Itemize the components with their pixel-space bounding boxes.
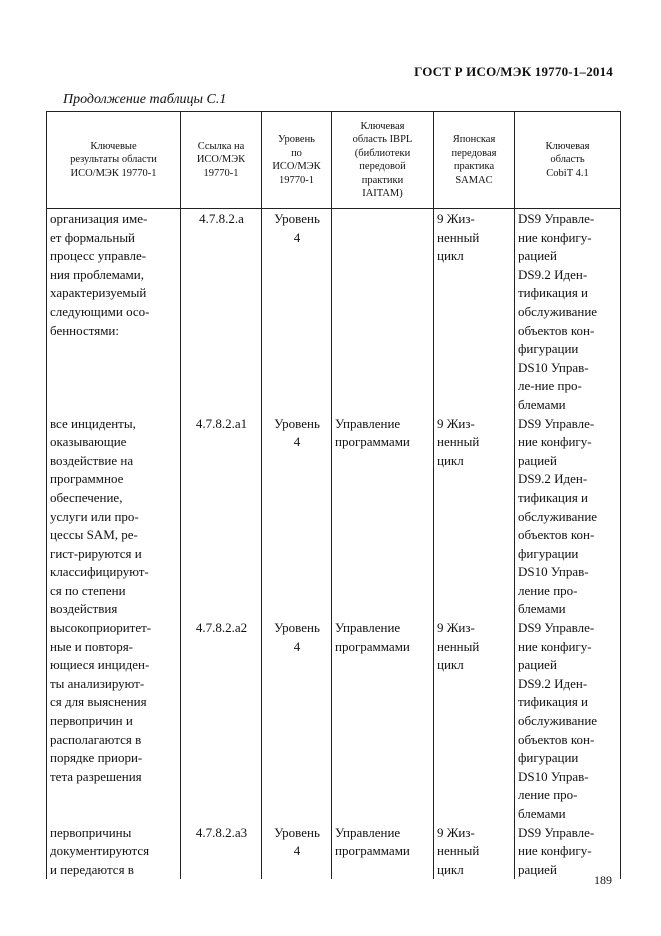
column-header-iaitam [332,112,434,209]
cell-line: ненный [437,434,480,450]
cell-line: рацией [518,657,557,673]
cell-line: программами [335,434,410,450]
cell-line: ющиеся инциден- [50,657,150,673]
cell-line: 9 Жиз- [437,415,475,431]
cell-line: ние конфигу- [518,843,592,859]
cell-line: тификация и [518,694,589,710]
cell-line: Уровень [278,134,315,145]
cell-line: 4.7.8.2.a2 [195,620,248,636]
cell-line: фигурации [518,341,579,357]
cell-line: рацией [518,452,557,468]
cell-line [50,396,178,415]
cell-line: тификация и [518,489,589,505]
cell-line: SAMAC [455,174,493,186]
cell-line: высокоприоритет- [50,620,152,636]
page-number: 189 [594,873,612,887]
cell-line: обслуживание [518,713,598,729]
cell-line: DS9 Управле- [518,824,595,840]
cell-line: цикл [437,657,464,673]
cell-line: передовая [451,147,497,159]
table-row [47,209,621,415]
cell-line: все инциденты, [50,415,136,431]
cell-iaitam [332,824,434,880]
cell-line: следующими осо- [50,303,150,319]
cell-line [50,786,178,805]
cell-line: располагаются в [50,731,142,747]
cell-line: 9 Жиз- [437,620,475,636]
cell-line: ненный [437,229,480,245]
cell-line: область [550,154,585,166]
cell-line: Японская [452,134,496,145]
cell-line: 9 Жиз- [437,211,475,226]
cell-reference [181,415,262,620]
table-body [47,209,621,880]
cell-line: цикл [437,861,464,877]
cell-iaitam [332,209,434,415]
cell-line: ся по степени [50,582,126,598]
cell-line: воздействие на [50,452,134,468]
cell-line: первопричины [50,824,132,840]
cell-level [262,209,332,415]
column-header-cobit [515,112,621,209]
cell-line: DS9.2 Иден- [518,471,588,487]
cell-line: документируются [50,843,150,859]
cell-line: 19770-1 [203,167,239,179]
cell-line: Ссылка на [197,140,245,152]
cell-line: ние конфигу- [518,638,592,654]
cell-cobit [515,415,621,620]
column-header-reference [181,112,262,209]
cell-line: ние конфигу- [518,229,592,245]
cell-line: блемами [518,806,566,821]
cell-line: Ключевая [545,140,590,152]
cell-line: организация име- [50,211,148,226]
cell-line: ты анализируют- [50,675,145,691]
cell-line: ние конфигу- [518,434,592,450]
cell-line: гист-рируются и [50,545,142,561]
cell-samac [434,824,515,880]
column-header-results [47,112,181,209]
cell-iaitam [332,619,434,824]
cell-line: по [291,147,302,159]
document-header: ГОСТ Р ИСО/МЭК 19770-1–2014 [414,64,613,79]
cell-line: характеризуемый [50,285,147,301]
cell-line: Управление [335,824,401,840]
cell-line: объектов кон- [518,322,595,338]
cell-line: объектов кон- [518,731,595,747]
cell-iaitam [332,415,434,620]
cell-line: 19770-1 [279,174,314,186]
cell-line: ле-ние про- [518,378,582,394]
cell-line: (библиотеки [354,147,411,159]
cell-line: цессы SAM, ре- [50,527,138,543]
cell-line: блемами [518,601,566,617]
cell-line: ненный [437,843,480,859]
cell-line: DS9 Управле- [518,211,595,226]
cell-line: Уровень [274,620,320,636]
cell-line: программами [335,843,410,859]
cell-line: Ключевые [90,140,137,152]
cell-reference [181,824,262,880]
cell-line: результаты области [70,154,157,166]
cell-line: 4.7.8.2.a3 [195,824,248,840]
cell-line: ния проблемами, [50,266,144,282]
cell-line: обеспечение, [50,489,123,505]
cell-line: DS9.2 Иден- [518,675,588,691]
cell-cobit [515,619,621,824]
cell-line: блемами [518,396,566,412]
cell-line: и передаются в [50,861,134,877]
mapping-table [46,111,621,879]
cell-line: Уровень [274,211,320,226]
cell-result [47,415,181,620]
cell-line: воздействия [50,601,118,617]
cell-line: рацией [518,861,557,877]
cell-line: ИСО/МЭК 19770-1 [70,167,157,179]
cell-line: тета разрешения [50,768,142,784]
cell-line: цикл [437,452,464,468]
cell-line: фигурации [518,750,579,766]
column-header-samac [434,112,515,209]
cell-result [47,824,181,880]
cell-cobit [515,209,621,415]
cell-line: Уровень [274,824,320,840]
cell-line: 4.7.8.2.a [199,211,244,226]
cell-samac [434,209,515,415]
cell-line: DS9.2 Иден- [518,266,588,282]
table-row [47,824,621,880]
cell-line: ся для выяснения [50,694,147,710]
cell-line: Управление [335,415,401,431]
cell-line: практики [361,174,404,186]
cell-line: услуги или про- [50,508,139,524]
cell-line: 4 [293,434,301,450]
cell-line: 4 [293,638,301,654]
cell-line: Уровень [274,415,320,431]
cell-line: область IBPL [352,134,413,145]
cell-line: обслуживание [518,508,598,524]
cell-line: рацией [518,248,557,264]
cell-line: цикл [437,248,464,264]
cell-line: объектов кон- [518,527,595,543]
cell-line: DS10 Управ- [518,564,589,580]
cell-line: классифицируют- [50,564,149,580]
cell-level [262,619,332,824]
cell-line: передовой [359,161,406,172]
cell-line: ненный [437,638,480,654]
cell-line: 4 [293,843,301,859]
table-row [47,619,621,824]
table-continuation-caption: Продолжение таблицы С.1 [63,92,227,107]
cell-line: DS9 Управле- [518,415,595,431]
cell-line: ИСО/МЭК [196,154,246,166]
cell-line: процесс управле- [50,248,147,264]
cell-result [47,209,181,415]
cell-level [262,415,332,620]
cell-line: 4 [293,229,301,245]
cell-line: ление про- [518,582,578,598]
cell-line [50,359,178,378]
cell-line: практика [453,161,495,172]
cell-line: DS10 Управ- [518,768,589,784]
table-row [47,415,621,620]
cell-line: ИСО/МЭК [272,161,321,172]
cell-level [262,824,332,880]
cell-line: Управление [335,620,401,636]
column-header-level [262,112,332,209]
cell-line: программное [50,471,124,487]
cell-line: фигурации [518,545,579,561]
table-header-row [47,112,621,209]
cell-line: 4.7.8.2.a1 [195,415,248,431]
cell-line: Ключевая [360,120,405,132]
cell-line: тификация и [518,285,589,301]
cell-reference [181,209,262,415]
cell-line: оказывающие [50,434,127,450]
cell-line: ет формальный [50,229,136,245]
cell-line: программами [335,638,410,654]
cell-line: IAITAM) [362,188,403,199]
cell-cobit [515,824,621,880]
cell-line: CobiT 4.1 [546,167,589,179]
cell-result [47,619,181,824]
cell-line: ные и повторя- [50,638,134,654]
cell-line: DS10 Управ- [518,359,589,375]
cell-line [50,377,178,396]
cell-line: DS9 Управле- [518,620,595,636]
cell-line: 9 Жиз- [437,824,475,840]
cell-line [50,340,178,359]
cell-samac [434,619,515,824]
cell-line: обслуживание [518,303,598,319]
cell-line: первопричин и [50,713,133,729]
cell-line: порядке приори- [50,750,143,766]
cell-line: бенностями: [50,322,120,338]
cell-samac [434,415,515,620]
cell-line [50,805,178,824]
cell-line: ление про- [518,787,578,803]
cell-reference [181,619,262,824]
